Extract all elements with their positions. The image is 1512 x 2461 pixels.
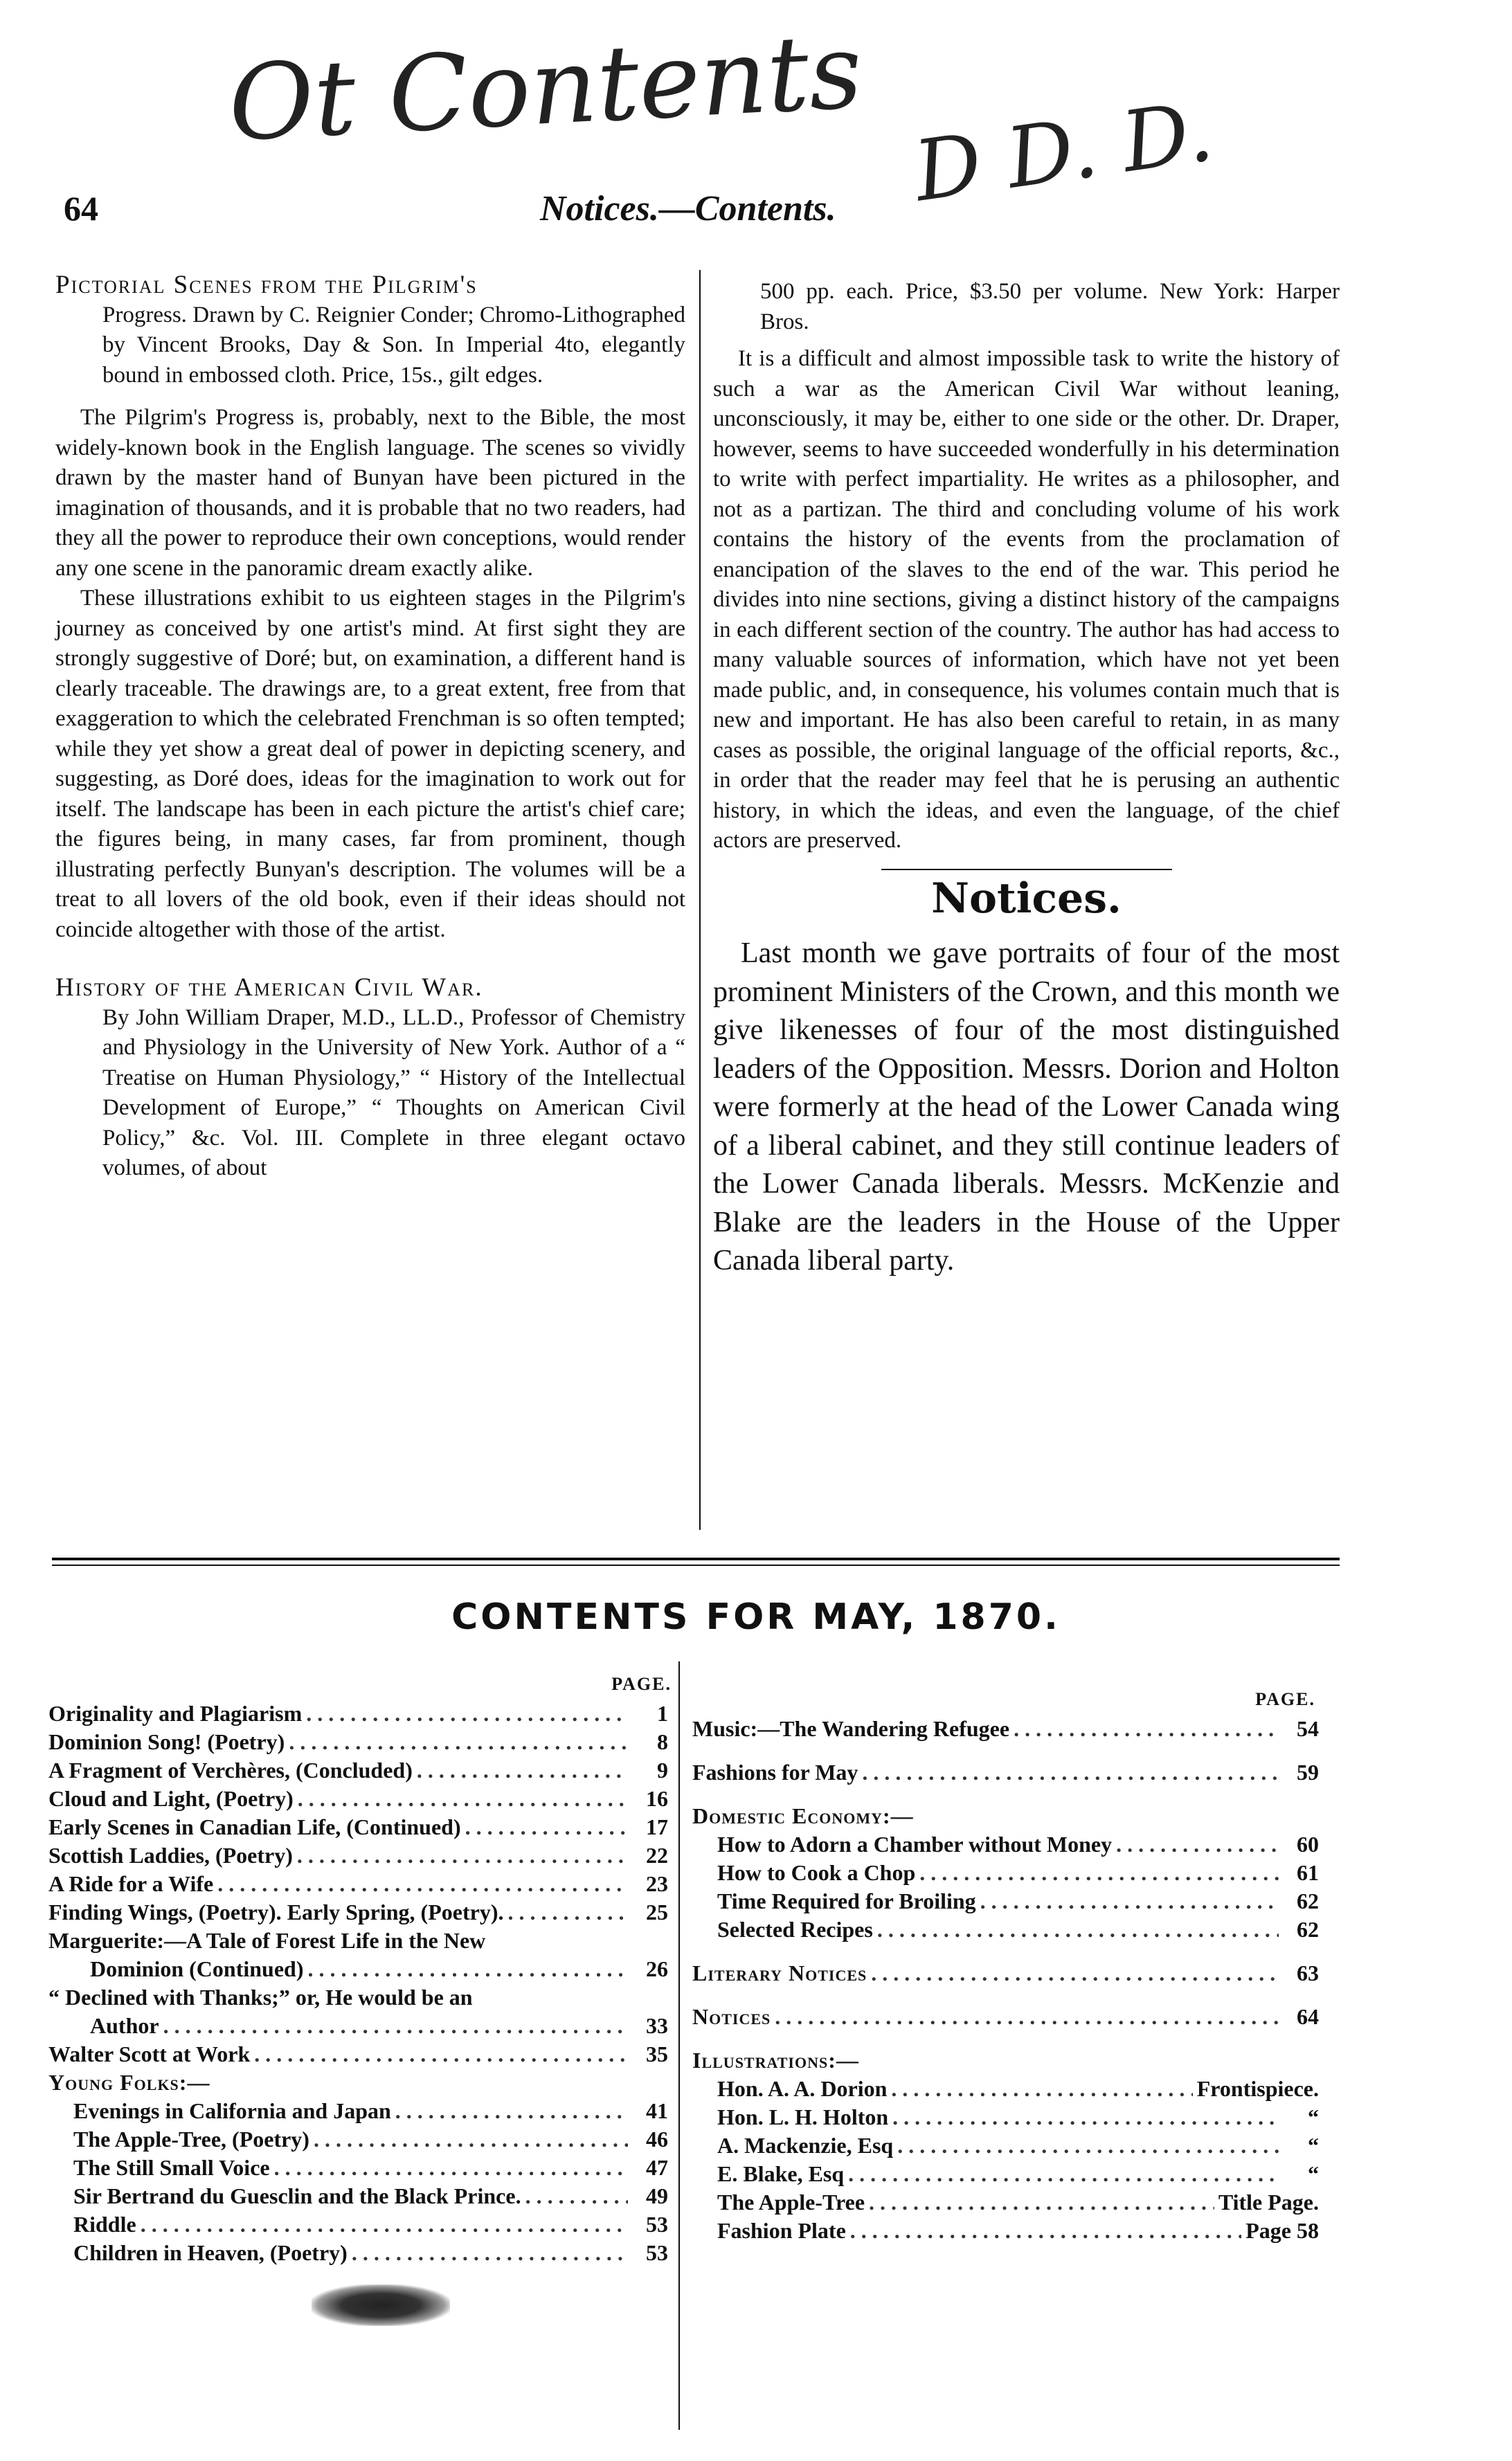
contents-entry-title: Hon. A. A. Dorion [717, 2076, 888, 2101]
contents-entry-title: Scottish Laddies, (Poetry) [48, 1843, 293, 1868]
contents-entry-title: Fashions for May [692, 1760, 858, 1785]
contents-entry-page: 25 [646, 1900, 668, 1924]
contents-entry-title: How to Cook a Chop [717, 1860, 916, 1885]
contents-entry [692, 2217, 1319, 2245]
contents-entry-title: Domestic Economy:— [692, 1803, 914, 1828]
review-paragraph: These illustrations exhibit to us eighteen stages in the Pilgrim's journey as conceived by one artist's mind. At first sight they are strongly suggestive of Doré; but, on examination, a different hand is clearly traceable. The drawings are, to a great extent, free from that exaggeration to which the celebrated Frenchman is so often tempted; while they yet show a great deal of power in depicting scenery, and suggesting, as Doré does, ideas for the imagination to work out for itself. The landscape has been in each picture the artist's chief care; the figures being, in many cases, far from prominent, though illustrating perfectly Bunyan's description. The volumes will be a treat to all lovers of the old book, even if their ideas should not coincide altogether with those of the artist. [55, 586, 685, 942]
contents-entry [48, 2154, 668, 2182]
right-column [713, 277, 1340, 1281]
contents-entry [692, 1959, 1319, 1987]
contents-entry-title: A. Mackenzie, Esq [717, 2133, 894, 2158]
leader-dots [352, 2239, 628, 2267]
review-details-civil-war: By John William Draper, M.D., LL.D., Professor of Chemistry and Physiology in the University of New York. Author of a “ Treatise on Human Physiology,” “ History of the Intellectual Development of Europe,” “ Thoughts on American Civil Policy,” &c. Vol. III. Complete in three elegant octavo volumes, of about [102, 1004, 685, 1180]
contents-entry [48, 1983, 668, 2012]
contents-entry-title: Young Folks:— [48, 2070, 210, 2095]
contents-entry [48, 1898, 668, 1927]
contents-entry [48, 2239, 668, 2267]
leader-dots [871, 1959, 1279, 1987]
contents-title: CONTENTS FOR MAY, 1870. [451, 1596, 1061, 1638]
contents-entry-page: Page 58 [1245, 2218, 1319, 2243]
contents-entry [48, 2210, 668, 2239]
contents-list-left [48, 1700, 668, 2267]
contents-entry-title: Riddle [73, 2212, 136, 2237]
review-paragraph: The Pilgrim's Progress is, probably, next to the Bible, the most widely-known book in the English language. The scenes so vividly drawn by the master hand of Bunyan have been pictured in the imagination of thousands, and it is probable that no two readers, had they all the power to reproduce their own conceptions, would render any one scene in the panoramic dream exactly alike. [55, 405, 685, 581]
contents-entry-page: “ [1308, 2133, 1319, 2158]
contents-entry [692, 1859, 1319, 1887]
contents-entry-title: Hon. L. H. Holton [717, 2104, 889, 2129]
contents-entry-title: Dominion (Continued) [90, 1956, 304, 1981]
leader-dots [297, 1841, 628, 1870]
contents-entry-page: 9 [657, 1758, 668, 1783]
leader-dots [217, 1870, 628, 1898]
contents-entry-title: The Apple-Tree, (Poetry) [73, 2127, 309, 2152]
page-label-right: PAGE. [1255, 1689, 1315, 1709]
leader-dots [141, 2210, 628, 2239]
contents-rule-bottom [52, 1565, 1340, 1566]
review-heading-civil-war: History of the American Civil War. [55, 973, 483, 1002]
contents-entry-page: 47 [646, 2155, 668, 2180]
contents-entry [692, 1915, 1319, 1944]
leader-dots [850, 2217, 1241, 2245]
leader-dots [465, 1813, 628, 1841]
leader-dots [417, 1756, 628, 1785]
leader-dots [163, 2012, 628, 2040]
contents-entry-title: Originality and Plagiarism [48, 1701, 303, 1726]
leader-dots [254, 2040, 628, 2068]
review-details-continued: 500 pp. each. Price, $3.50 per volume. New York: Harper Bros. [760, 279, 1340, 334]
contents-entry [692, 2003, 1319, 2031]
contents-entry-title: Selected Recipes [717, 1917, 873, 1942]
contents-entry-page: 41 [646, 2098, 668, 2123]
contents-entry-title: Cloud and Light, (Poetry) [48, 1786, 294, 1811]
contents-entry-page: 60 [1297, 1832, 1319, 1857]
contents-entry-page: 16 [646, 1786, 668, 1811]
leader-dots [892, 2103, 1279, 2131]
contents-entry-page: “ [1308, 2104, 1319, 2129]
contents-entry-title: Dominion Song! (Poetry) [48, 1729, 285, 1754]
contents-entry-title: How to Adorn a Chamber without Money [717, 1832, 1113, 1857]
contents-entry-title: Walter Scott at Work [48, 2041, 251, 2066]
contents-entry [48, 1785, 668, 1813]
contents-entry [48, 1955, 668, 1983]
ink-blot [312, 2284, 450, 2326]
contents-entry [48, 1756, 668, 1785]
contents-entry [48, 1813, 668, 1841]
contents-entry-page: 53 [646, 2212, 668, 2237]
leader-dots [274, 2154, 628, 2182]
review-paragraph: It is a difficult and almost impossible task to write the history of such a war as the American Civil War without leaning, unconsciously, it may be, either to one side or the other. Dr. Draper, however, seems to have succeeded wonderfully in his determination to write with perfect impartiality. He writes as a philosopher, and not as a partizan. The third and concluding volume of his work contains the history of the events from the proclamation of enancipation of the slaves to the end of the war. This period he divides into nine sections, giving a distinct history of the campaigns in each different section of the country. The author has had access to many valuable sources of information, which have not yet been made public, and, in consequence, his volumes contain much that is new and important. He has also been careful to retain, in as many cases as possible, the original language of the official reports, &c., in order that the reader may feel that he is perusing an authentic history, in which the ideas, and even the language, of the chief actors are preserved. [713, 346, 1340, 853]
contents-entry-page: 26 [646, 1956, 668, 1981]
contents-entry-title: Time Required for Broiling [717, 1888, 976, 1913]
contents-entry-title: A Fragment of Verchères, (Concluded) [48, 1758, 413, 1783]
contents-entry-page: Title Page. [1218, 2190, 1319, 2215]
contents-entry-page: 62 [1297, 1888, 1319, 1913]
leader-dots [1116, 1830, 1279, 1859]
contents-entry-page: 62 [1297, 1917, 1319, 1942]
contents-entry [48, 2068, 668, 2097]
contents-entry [692, 2131, 1319, 2160]
contents-entry-title: Finding Wings, (Poetry). Early Spring, (Poetry). [48, 1900, 504, 1924]
contents-entry-page: 64 [1297, 2004, 1319, 2029]
contents-entry-title: Children in Heaven, (Poetry) [73, 2240, 348, 2265]
review-details-pilgrims-progress: Progress. Drawn by C. Reignier Conder; Chromo-Lithographed by Vincent Brooks, Day & Son. In Imperial 4to, elegantly bound in embossed cloth. Price, 15s., gilt edges. [102, 302, 685, 388]
leader-dots [775, 2003, 1279, 2031]
contents-list-right [692, 1715, 1319, 2245]
notices-paragraph: Last month we gave portraits of four of the most prominent Ministers of the Crown, and this month we give likenesses of four of the most distinguished leaders of the Opposition. Messrs. Dorion and Holton were formerly at the head of the Lower Canada wing of a liberal cabinet, and they still continue leaders of the Lower Canada liberals. Messrs. McKenzie and Blake are the leaders in the House of the Upper Canada liberal party. [713, 937, 1340, 1277]
leader-dots [877, 1915, 1279, 1944]
contents-entry [48, 1700, 668, 1728]
contents-entry [48, 2125, 668, 2154]
contents-entry-title: The Still Small Voice [73, 2155, 270, 2180]
contents-entry-page: Frontispiece. [1196, 2076, 1319, 2101]
contents-entry [692, 1887, 1319, 1915]
contents-entry-title: Notices [692, 2004, 771, 2029]
leader-dots [862, 1758, 1279, 1787]
contents-entry-title: Early Scenes in Canadian Life, (Continued) [48, 1814, 461, 1839]
leader-dots [869, 2188, 1214, 2217]
page-number: 64 [64, 189, 98, 228]
running-title: Notices.—Contents. [540, 189, 836, 228]
contents-entry [48, 2182, 668, 2210]
contents-entry-page: “ [1308, 2161, 1319, 2186]
contents-entry-title: Evenings in California and Japan [73, 2098, 391, 2123]
contents-entry [692, 2188, 1319, 2217]
contents-entry-page: 59 [1297, 1760, 1319, 1785]
contents-entry-page: 53 [646, 2240, 668, 2265]
contents-entry [48, 2012, 668, 2040]
leader-dots [1014, 1715, 1279, 1743]
notices-text [713, 935, 1340, 1281]
contents-column-divider [678, 1661, 680, 2430]
contents-entry [692, 2046, 1319, 2075]
contents-entry-title: Sir Bertrand du Guesclin and the Black Prince. [73, 2183, 521, 2208]
contents-entry-title: The Apple-Tree [717, 2190, 865, 2215]
contents-entry-title: Illustrations:— [692, 2048, 859, 2073]
contents-entry [692, 1715, 1319, 1743]
leader-dots [525, 2182, 628, 2210]
contents-entry-title: Author [90, 2013, 159, 2038]
leader-dots [306, 1700, 628, 1728]
contents-entry-page: 1 [657, 1701, 668, 1726]
contents-entry-page: 61 [1297, 1860, 1319, 1885]
leader-dots [897, 2131, 1279, 2160]
contents-entry-title: Literary Notices [692, 1960, 867, 1985]
leader-dots [395, 2097, 628, 2125]
leader-dots [980, 1887, 1279, 1915]
contents-entry-page: 35 [646, 2041, 668, 2066]
contents-entry-page: 49 [646, 2183, 668, 2208]
contents-entry-title: Marguerite:—A Tale of Forest Life in the New [48, 1928, 486, 1953]
leader-dots [308, 1955, 629, 1983]
contents-entry [692, 2160, 1319, 2188]
contents-entry [48, 2097, 668, 2125]
contents-entry-page: 23 [646, 1871, 668, 1896]
contents-entry-page: 17 [646, 1814, 668, 1839]
leader-dots [507, 1898, 628, 1927]
contents-entry-page: 8 [657, 1729, 668, 1754]
left-column [55, 270, 685, 1184]
contents-entry [48, 1841, 668, 1870]
contents-entry [48, 2040, 668, 2068]
contents-entry-page: 54 [1297, 1716, 1319, 1741]
contents-entry [692, 1758, 1319, 1787]
contents-entry-title: E. Blake, Esq [717, 2161, 845, 2186]
contents-entry [692, 2075, 1319, 2103]
handwritten-annotation-top: Ot Contents [226, 11, 865, 165]
contents-entry-title: A Ride for a Wife [48, 1871, 214, 1896]
notices-heading: Notices. [931, 874, 1122, 923]
contents-entry [692, 1802, 1319, 1830]
leader-dots [298, 1785, 628, 1813]
leader-dots [289, 1728, 628, 1756]
contents-entry [692, 1830, 1319, 1859]
contents-entry-page: 63 [1297, 1960, 1319, 1985]
contents-entry [692, 2103, 1319, 2131]
contents-entry-page: 46 [646, 2127, 668, 2152]
column-divider [699, 270, 701, 1530]
contents-entry-title: Music:—The Wandering Refugee [692, 1716, 1010, 1741]
contents-entry-title: “ Declined with Thanks;” or, He would be an [48, 1985, 473, 2010]
leader-dots [919, 1859, 1279, 1887]
page-label-left: PAGE. [611, 1674, 672, 1694]
contents-entry [48, 1927, 668, 1955]
handwritten-annotation-right: D D. D. [908, 83, 1219, 221]
leader-dots [314, 2125, 628, 2154]
leader-dots [891, 2075, 1192, 2103]
contents-rule-top [52, 1558, 1340, 1560]
contents-entry-title: Fashion Plate [717, 2218, 846, 2243]
contents-entry-page: 33 [646, 2013, 668, 2038]
contents-entry [48, 1728, 668, 1756]
leader-dots [848, 2160, 1279, 2188]
review-heading-pilgrims-progress: Pictorial Scenes from the Pilgrim's [55, 271, 478, 299]
section-rule [881, 869, 1172, 870]
contents-entry [48, 1870, 668, 1898]
contents-entry-page: 22 [646, 1843, 668, 1868]
